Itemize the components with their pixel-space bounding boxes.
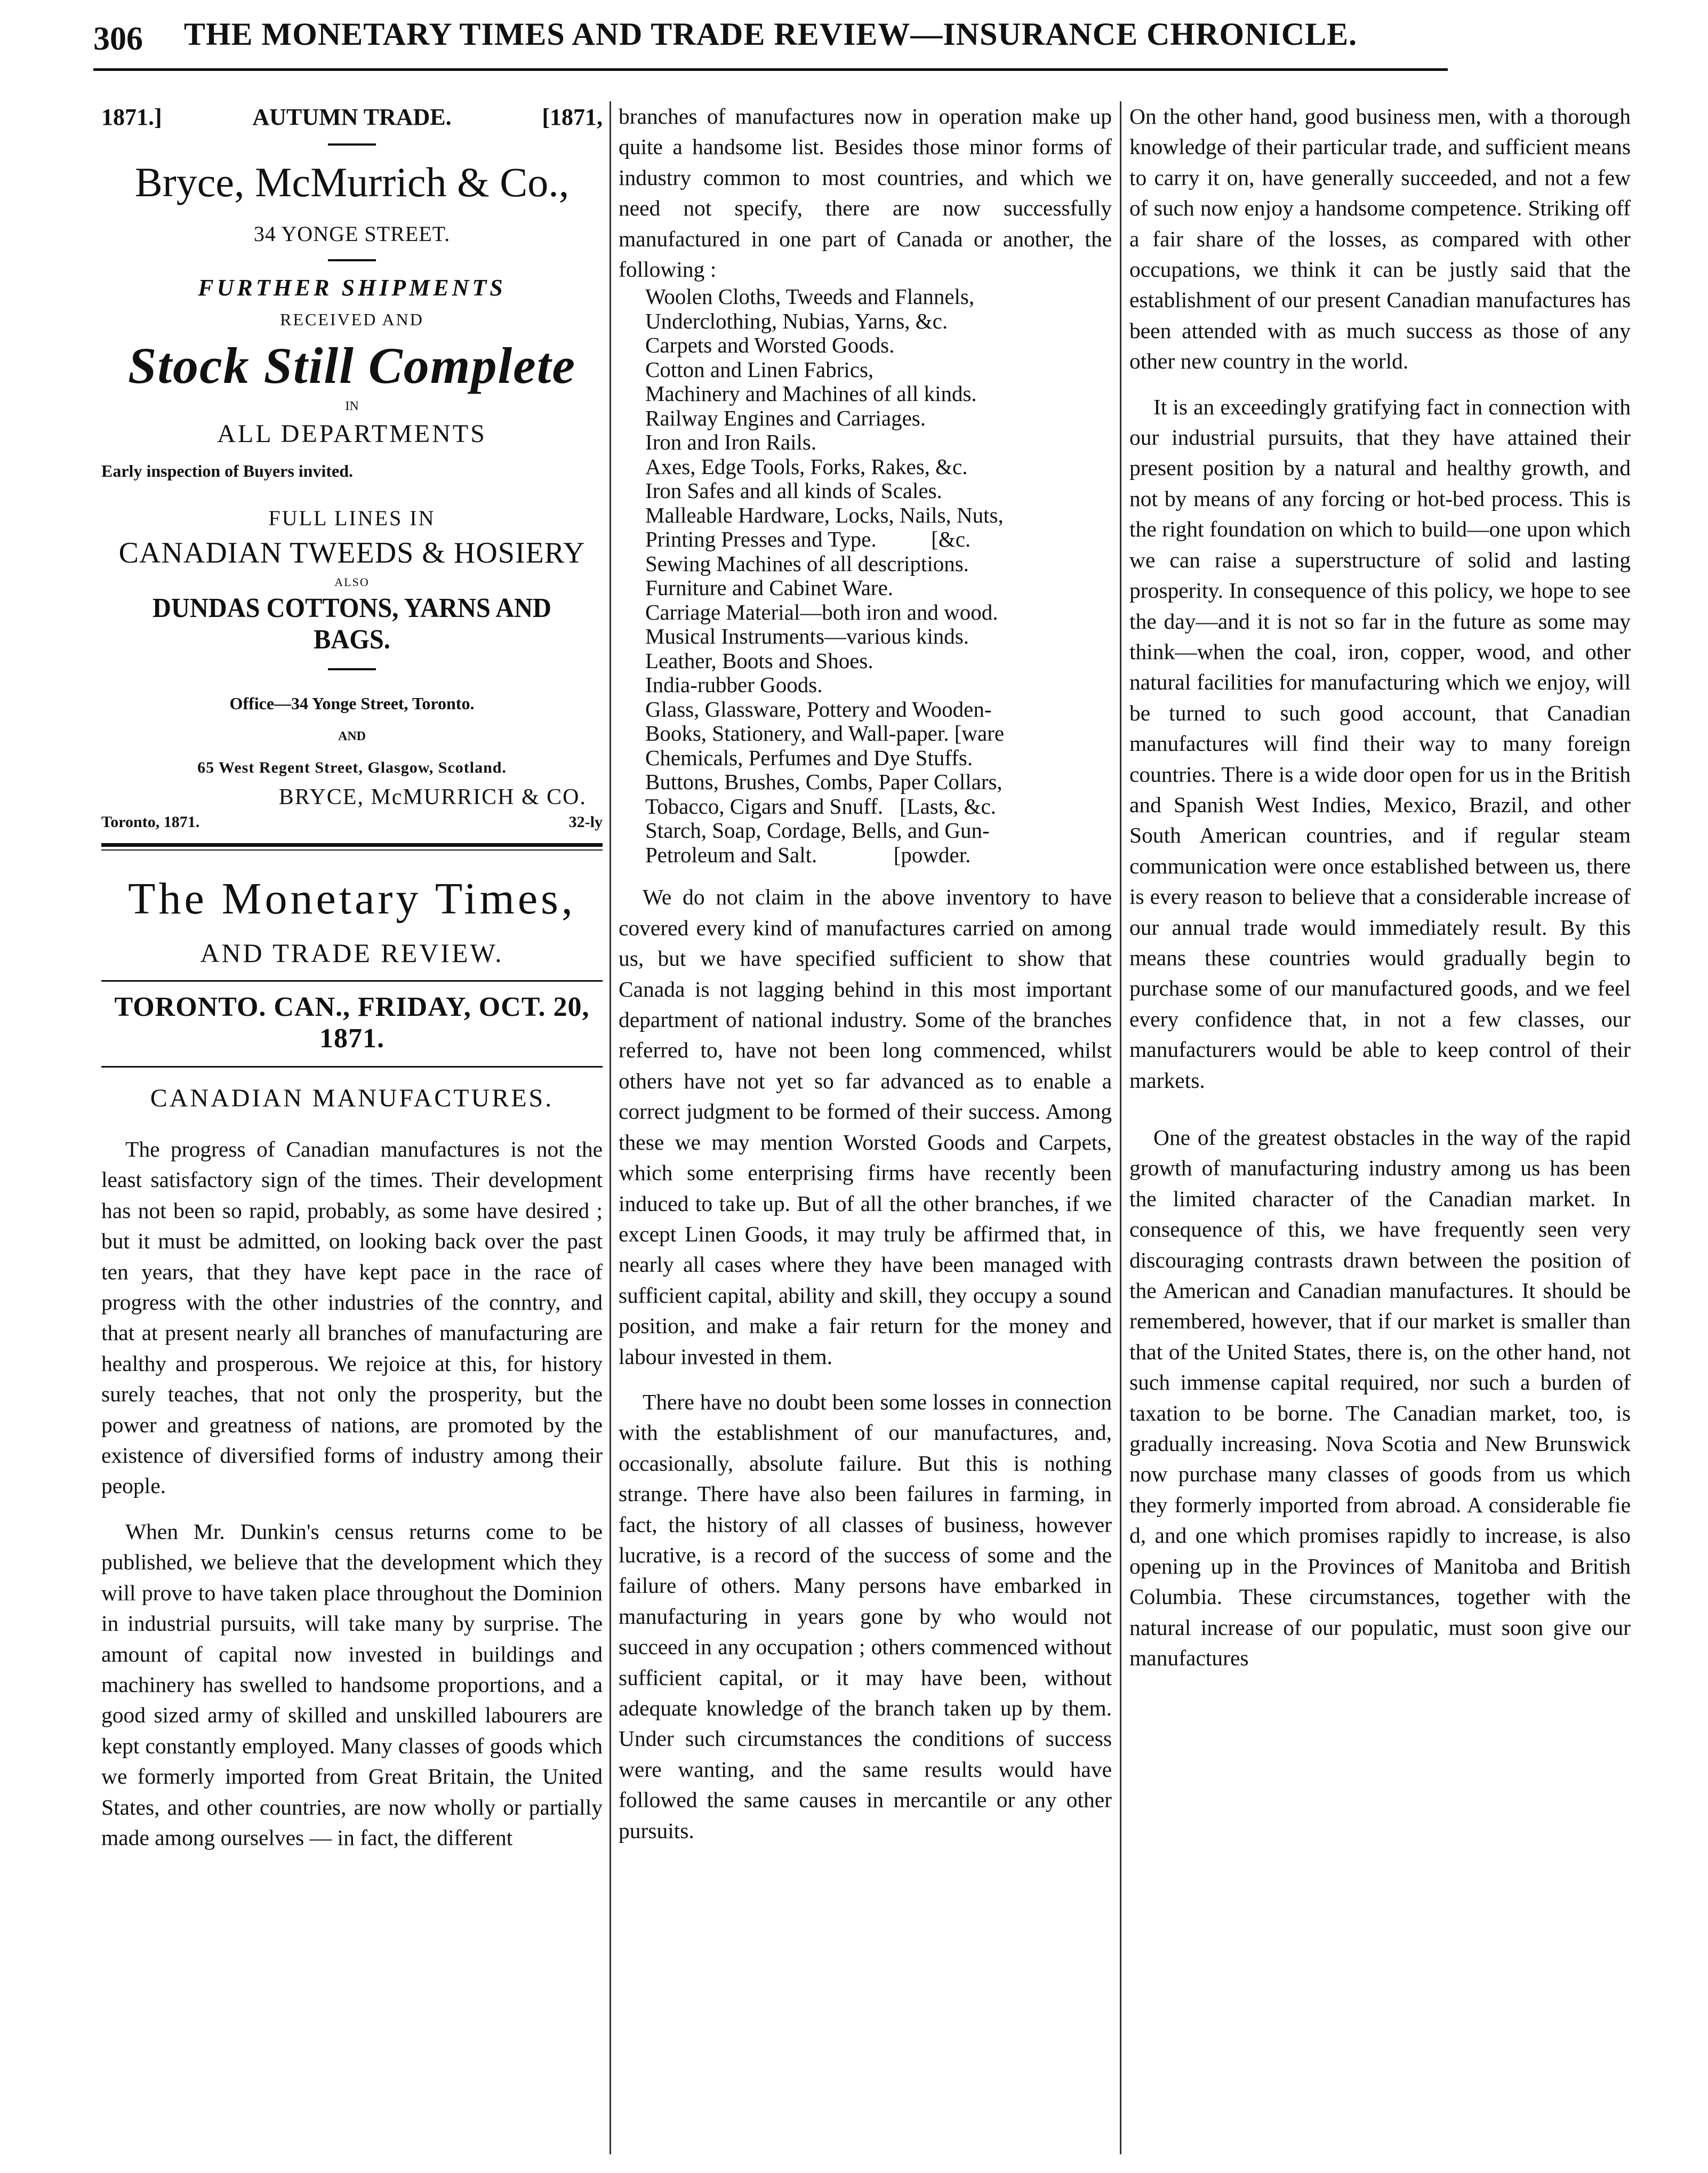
ad-stock-still-complete: Stock Still Complete: [127, 337, 576, 394]
ad-divider: [328, 259, 376, 261]
column-1: [101, 101, 603, 2160]
list-item: Chemicals, Perfumes and Dye Stuffs.: [645, 745, 973, 770]
column-divider: [1120, 101, 1121, 2154]
article-paragraph: When Mr. Dunkin's census returns come to be published, we believe that the development which they will prove to have taken place throughout the Dominion in industrial pursuits, will take many by surprise. The amount of capital now invested in buildings and machinery has swelled to handsome proportions, and a good sized army of skilled and unskilled labourers are kept constantly employed. Many classes of goods which we formerly imported from Great Britain, the United States, and other countries, are now wholly or partially made among ourselves — in fact, the different: [101, 1519, 603, 1850]
article-paragraph: The progress of Canadian manufactures is not the least satisfactory sign of the times. Their development has not been so rapid, probably, as some have desired ; but it must be admitted, on looking back over the past ten years, that they have kept pace in the race of progress with the other industries of the conntry, and that at present nearly all branches of manufacturing are healthy and prosperous. We rejoice at this, for history surely teaches, that not only the prosperity, but the power and greatness of nations, are promoted by the existence of diversified forms of industry among their people.: [101, 1137, 603, 1498]
manufactures-list: [619, 285, 1112, 867]
masthead-subtitle: AND TRADE REVIEW.: [200, 938, 504, 968]
article-paragraph: We do not claim in the above inventory to have covered every kind of manufactures carried on among us, but we have specified sufficient to show that Canada is not lagging behind in this most important department of national industry. Some of the branches referred to, have not been long commenced, whilst others have not yet so far advanced as to enable a correct judgment to be formed of their success. Among these we may mention Worsted Goods and Carpets, which some enterprising firms have recently been induced to take up. But of all the other branches, if we except Linen Goods, it may truly be affirmed that, in nearly all cases where they have been managed with sufficient capital, ability and skill, they occupy a sound position, and make a fair return for the money and labour invested in them.: [619, 885, 1112, 1369]
column-2: [619, 101, 1112, 2160]
ad-divider: [328, 143, 376, 146]
masthead-rule: [101, 843, 603, 847]
list-item: Carpets and Worsted Goods.: [645, 333, 895, 358]
ad-divider: [328, 668, 376, 670]
list-item: Books, Stationery, and Wall-paper. [ware: [645, 721, 1005, 746]
article-paragraph: branches of manufactures now in operation make up quite a handsome list. Besides those minor forms of industry common to most countries, and which we need not specify, there are now successfully manufactured in one part of Canada or another, the following :: [619, 104, 1112, 282]
ad-foot-right: 32-ly: [568, 813, 603, 831]
list-item: Machinery and Machines of all kinds.: [645, 381, 977, 406]
ad-signature: BRYCE, McMURRICH & CO.: [278, 785, 587, 809]
ad-address: 34 YONGE STREET.: [253, 222, 451, 246]
ad-canadian-tweeds: CANADIAN TWEEDS & HOSIERY: [118, 536, 586, 570]
list-item: Iron and Iron Rails.: [645, 430, 817, 455]
running-head: [93, 16, 1448, 64]
ad-dundas-cottons: DUNDAS COTTONS, YARNS AND BAGS.: [153, 593, 551, 655]
advertisement: [101, 103, 603, 831]
list-item: Carriage Material—both iron and wood.: [645, 599, 998, 624]
article-paragraph: There have no doubt been some losses in connection with the establishment of our manufactures, and, occasionally, absolute failure. But this is nothing strange. There have also been failures in farming, in fact, the history of all classes of business, however lucrative, is a record of the success of some and the failure of others. Many persons have embarked in manufacturing in years gone by who would not succeed in any occupation ; others commenced without sufficient capital, or it may have been, without adequate knowledge of the branch taken up by them. Under such circumstances the conditions of success were wanting, and the same results would have followed the same causes in mercantile or any other pursuits.: [619, 1389, 1112, 1843]
ad-received: RECEIVED AND: [280, 310, 424, 329]
masthead-title: The Monetary Times,: [128, 874, 576, 924]
ad-invite: Early inspection of Buyers invited.: [101, 461, 354, 480]
column-divider: [610, 101, 611, 2154]
list-item: Malleable Hardware, Locks, Nails, Nuts,: [645, 502, 1004, 527]
masthead-rule: [101, 980, 603, 982]
ad-year-left: 1871.]: [101, 104, 162, 130]
column-3: [1129, 101, 1631, 2160]
list-item: Sewing Machines of all descriptions.: [645, 551, 969, 576]
list-item: Iron Safes and all kinds of Scales.: [645, 478, 942, 503]
list-item: Tobacco, Cigars and Snuff. [Lasts, &c.: [645, 793, 996, 819]
list-item: Printing Presses and Type. [&c.: [645, 527, 971, 552]
list-item: Woolen Cloths, Tweeds and Flannels,: [645, 284, 975, 309]
masthead-rule: [101, 849, 603, 851]
article-paragraph: It is an exceedingly gratifying fact in connection with our industrial pursuits, that they have attained their present position by a natural and healthy growth, and not by means of any forcing or hot-bed process. This is the right foundation on which to build—one upon which we can raise a superstructure of solid and lasting prosperity. In consequence of this policy, we hope to see the day—and it is not so far in the future as some may think—when the coal, iron, copper, wood, and other natural facilities for manufacturing which we enjoy, will be turned to such good account, that Canadian manufactures will find their way to many foreign countries. There is a wide door open for us in the British and Spanish West Indies, Mexico, Brazil, and other South American countries, and if regular steam communication were once established between us, there is every reason to believe that a considerable increase of our annual trade would immediately result. By this means these countries would gradually begin to purchase some of our manufactured goods, and we feel every confidence that, in not a few classes, our manufacturers would be able to keep control of their markets.: [1129, 394, 1631, 1093]
ad-shipments: FURTHER SHIPMENTS: [198, 275, 506, 301]
ad-full-lines: FULL LINES IN: [268, 506, 436, 530]
list-item: Furniture and Cabinet Ware.: [645, 575, 894, 600]
list-item: Axes, Edge Tools, Forks, Rakes, &c.: [645, 454, 968, 479]
list-item: Underclothing, Nubias, Yarns, &c.: [645, 308, 948, 333]
list-item: Buttons, Brushes, Combs, Paper Collars,: [645, 769, 1003, 795]
page-number: 306: [93, 21, 143, 57]
list-item: Glass, Glassware, Pottery and Wooden-: [645, 696, 992, 721]
list-item: Railway Engines and Carriages.: [645, 405, 926, 430]
ad-year-right: [1871,: [542, 104, 603, 130]
list-item: Leather, Boots and Shoes.: [645, 648, 873, 673]
list-item: Musical Instruments—various kinds.: [645, 624, 969, 649]
list-item: India-rubber Goods.: [645, 672, 823, 697]
dateline: TORONTO. CAN., FRIDAY, OCT. 20, 1871.: [114, 992, 590, 1054]
ad-also: ALSO: [334, 575, 370, 589]
ad-heading: AUTUMN TRADE.: [252, 104, 452, 130]
masthead-rule: [101, 1066, 603, 1068]
ad-firm-name: Bryce, McMurrich & Co.,: [134, 159, 570, 205]
ad-glasgow-address: 65 West Regent Street, Glasgow, Scotland.: [197, 759, 507, 776]
ad-and: AND: [338, 729, 366, 743]
article-title: CANADIAN MANUFACTURES.: [150, 1084, 554, 1112]
ad-top-line: [101, 103, 603, 131]
ad-footer: [101, 813, 603, 831]
article-paragraph: One of the greatest obstacles in the way of the rapid growth of manufacturing industry among us has been the limited character of the Canadian market. In consequence of this, we have frequently seen very discouraging contrasts drawn between the position of the American and Canadian manufactures. It should be remembered, however, that if our market is smaller than that of the United States, there is, on the other hand, not such immense capital required, nor such a burden of taxation to be borne. The Canadian market, too, is gradually increasing. Nova Scotia and New Brunswick now purchase many classes of goods from us which they formerly imported from abroad. A considerable fie d, and one which promises rapidly to increase, is also opening up in the Provinces of Manitoba and British Columbia. These circumstances, together with the natural increase of our populatic, must soon give our manufactures: [1129, 1125, 1631, 1670]
publication-header-title: THE MONETARY TIMES AND TRADE REVIEW—INSURANCE CHRONICLE.: [183, 17, 1358, 52]
list-item: Petroleum and Salt. [powder.: [645, 842, 971, 867]
ad-in: IN: [345, 399, 359, 413]
ad-all-departments: ALL DEPARTMENTS: [217, 420, 487, 448]
list-item: Cotton and Linen Fabrics,: [645, 357, 874, 382]
header-rule: [93, 68, 1448, 71]
article-paragraph: On the other hand, good business men, with a thorough knowledge of their particular trade, and sufficient means to carry it on, have generally succeeded, and not a few of such now enjoy a handsome competence. Striking off a fair share of the losses, as compared with other occupations, we think it can be justly said that the establishment of our present Canadian manufactures has been attended with as much success as those of any other new country in the world.: [1129, 104, 1631, 374]
ad-foot-left: Toronto, 1871.: [101, 813, 200, 831]
ad-office-address: Office—34 Yonge Street, Toronto.: [229, 694, 475, 713]
list-item: Starch, Soap, Cordage, Bells, and Gun-: [645, 818, 990, 843]
